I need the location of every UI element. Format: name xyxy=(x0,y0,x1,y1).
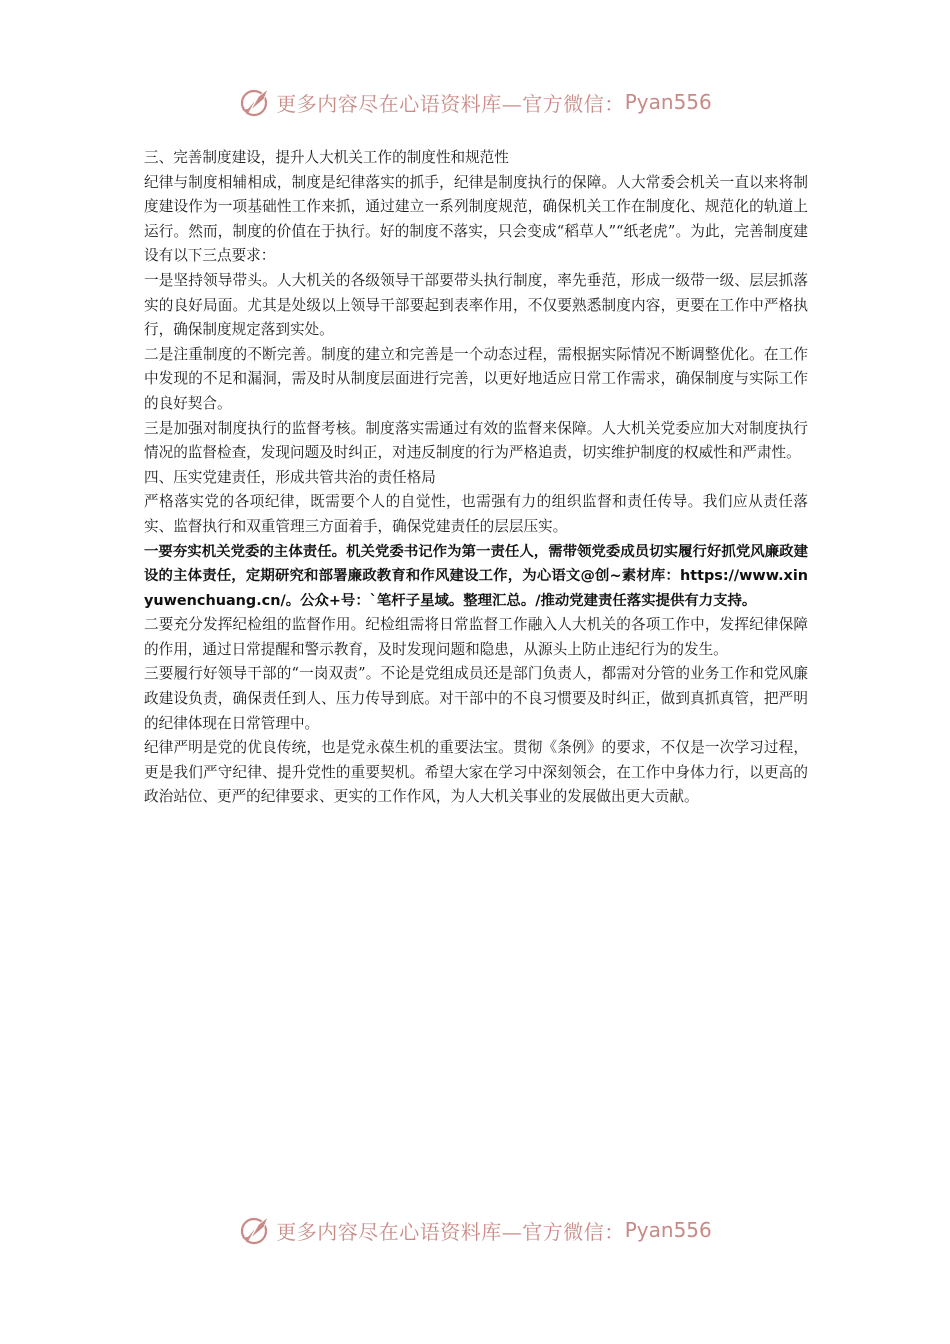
section-heading-4: 四、压实党建责任，形成共管共治的责任格局 xyxy=(144,468,436,486)
body-paragraph: 严格落实党的各项纪律，既需要个人的自觉性，也需强有力的组织监督和责任传导。我们应从责任落实、监督执行和双重管理三方面着手，确保党建责任的层层压实。 xyxy=(144,493,808,535)
header-watermark-banner xyxy=(0,82,950,122)
body-paragraph-bold: 一要夯实机关党委的主体责任。机关党委书记作为第一责任人，需带领党委成员切实履行好抓党风廉政建设的主体责任，定期研究和部署廉政教育和作风建设工作，为心语文@创~素材库：https://www.xinyuwenchuang.cn/。公众+号：`笔杆子星域。整理汇总。/推动党建责任落实提供有力支持。 xyxy=(144,543,808,609)
closing-paragraph: 纪律严明是党的优良传统，也是党永葆生机的重要法宝。贯彻《条例》的要求，不仅是一次学习过程，更是我们严守纪律、提升党性的重要契机。希望大家在学习中深刻领会，在工作中身体力行，以更高的政治站位、更严的纪律要求、更实的工作作风，为人大机关事业的发展做出更大贡献。 xyxy=(144,739,808,806)
body-paragraph: 三是加强对制度执行的监督考核。制度落实需通过有效的监督来保障。人大机关党委应加大对制度执行情况的监督检查，发现问题及时纠正，对违反制度的行为严格追责，切实维护制度的权威性和严肃性。 xyxy=(144,419,808,462)
body-paragraph: 二要充分发挥纪检组的监督作用。纪检组需将日常监督工作融入人大机关的各项工作中，发挥纪律保障的作用，通过日常提醒和警示教育，及时发现问题和隐患，从源头上防止违纪行为的发生。 xyxy=(144,616,808,658)
banner-text: 更多内容尽在心语资料库—官方微信： xyxy=(276,91,625,116)
footer-watermark-banner xyxy=(0,1210,950,1250)
body-paragraph: 一是坚持领导带头。人大机关的各级领导干部要带头执行制度，率先垂范，形成一级带一级、层层抓落实的良好局面。尤其是处级以上领导干部要起到表率作用，不仅要熟悉制度内容，更要在工作中严格执行，确保制度规定落到实处。 xyxy=(144,271,808,339)
document-body xyxy=(144,146,808,810)
body-paragraph: 纪律与制度相辅相成，制度是纪律落实的抓手，纪律是制度执行的保障。人大常委会机关一直以来将制度建设作为一项基础性工作来抓，通过建立一系列制度规范，确保机关工作在制度化、规范化的轨道上运行。然而，制度的价值在于执行。好的制度不落实，只会变成“稻草人”“纸老虎”。为此，完善制度建设有以下三点要求： xyxy=(144,173,808,265)
quill-pen-icon xyxy=(238,85,272,119)
quill-pen-icon xyxy=(238,1213,272,1247)
banner-text: 更多内容尽在心语资料库—官方微信： xyxy=(276,1219,625,1244)
body-paragraph: 三要履行好领导干部的“一岗双责”。不论是党组成员还是部门负责人，都需对分管的业务工作和党风廉政建设负责，确保责任到人、压力传导到底。对干部中的不良习惯要及时纠正，做到真抓真管，把严明的纪律体现在日常管理中。 xyxy=(144,665,808,732)
banner-wechat-handle: Pyan556 xyxy=(624,1218,712,1242)
banner-wechat-handle: Pyan556 xyxy=(624,90,712,114)
body-paragraph: 二是注重制度的不断完善。制度的建立和完善是一个动态过程，需根据实际情况不断调整优化。在工作中发现的不足和漏洞，需及时从制度层面进行完善，以更好地适应日常工作需求，确保制度与实际工作的良好契合。 xyxy=(144,345,808,412)
section-heading-3: 三、完善制度建设，提升人大机关工作的制度性和规范性 xyxy=(144,149,509,166)
